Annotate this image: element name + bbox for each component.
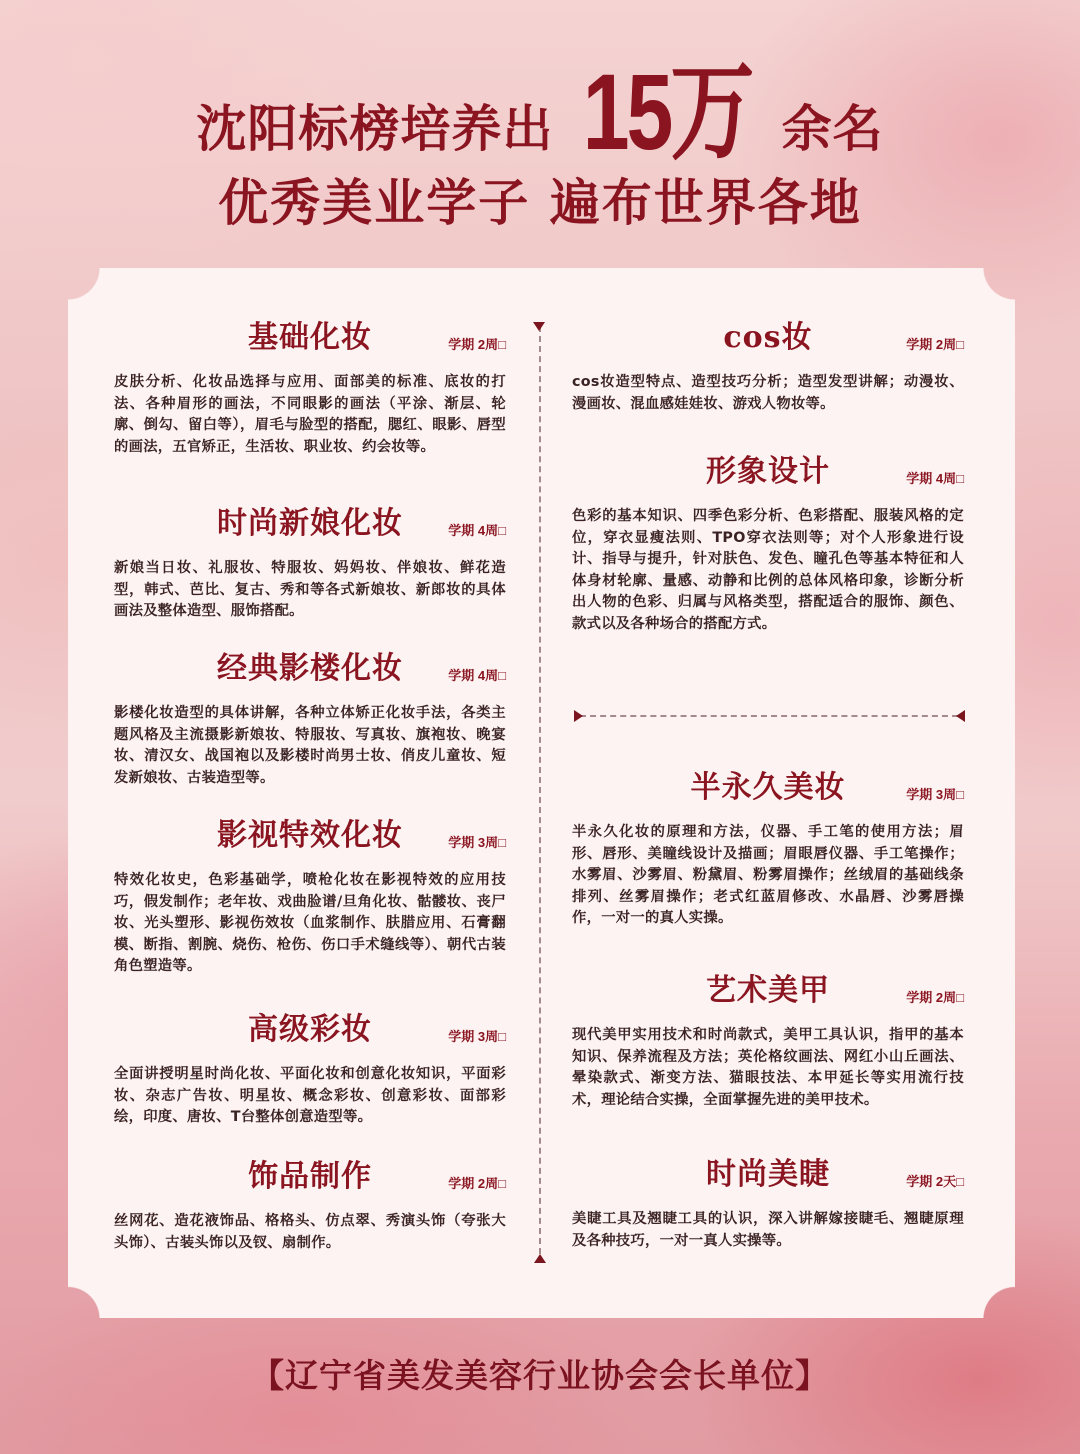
course-sfx-makeup [114,816,506,978]
course-title: 时尚美睫 [706,1157,830,1192]
course-term: 学期 4周□ [448,523,506,538]
course-description: 新娘当日妆、礼服妆、特服妆、妈妈妆、伴娘妆、鲜花造型，韩式、芭比、复古、秀和等各式新娘妆、新郎妆的具体画法及整体造型、服饰搭配。 [114,560,506,619]
course-title: 半永久美妆 [690,770,846,805]
triangle-right-icon [574,710,583,722]
course-cos-makeup [572,318,964,415]
course-description: cos妆造型特点、造型技巧分析；造型发型讲解；动漫妆、漫画妆、混血感娃娃妆、游戏人物妆等。 [572,374,964,412]
course-description: 现代美甲实用技术和时尚款式，美甲工具认识，指甲的基本知识、保养流程及方法；英伦格纹画法、网红小山丘画法、晕染款式、渐变方法、猫眼技法、本甲延长等实用流行技术，理论结合实操，全面掌握先进的美甲技术。 [572,1027,964,1108]
course-title: 艺术美甲 [706,973,830,1008]
course-description: 美睫工具及翘睫工具的认识，深入讲解嫁接睫毛、翘睫原理及各种技巧，一对一真人实操等。 [572,1211,964,1249]
course-title: 高级彩妆 [248,1012,372,1047]
course-description: 丝网花、造花液饰品、格格头、仿点翠、秀演头饰（夸张大头饰）、古装头饰以及钗、扇制作。 [114,1213,506,1251]
footer-association: 【辽宁省美发美容行业协会会长单位】 [251,1356,829,1395]
course-description: 色彩的基本知识、四季色彩分析、色彩搭配、服装风格的定位，穿衣显瘦法则、TPO穿衣法则等；对个人形象进行设计、指导与提升，针对肤色、发色、瞳孔色等基本特征和人体身材轮廓、量感、动静和比例的总体风格印象，诊断分析出人物的色彩、归属与风格类型，搭配适合的服饰、颜色、款式以及各种场合的搭配方式。 [572,508,964,632]
triangle-down-icon [533,322,545,331]
course-description: 皮肤分析、化妆品选择与应用、面部美的标准、底妆的打法、各种眉形的画法，不同眼影的画法（平涂、渐层、轮廓、倒勾、留白等），眉毛与脸型的搭配，腮红、眼影、唇型的画法，五官矫正，生活妆、职业妆、约会妆等。 [114,374,506,455]
course-nail-art [572,971,964,1111]
course-description: 特效化妆史，色彩基础学，喷枪化妆在影视特效的应用技巧，假发制作；老年妆、戏曲脸谱/旦角化妆、骷髅妆、丧尸妆、光头塑形、影视伤效妆（血浆制作、肤腊应用、石膏翻模、断指、割腕、烧伤、枪伤、伤口手术缝线等）、朝代古装角色塑造等。 [114,872,506,974]
headline-number: 15万 [583,50,752,172]
course-title: 饰品制作 [248,1159,372,1194]
triangle-left-icon [956,710,965,722]
headline-prefix: 沈阳标榜培养出 [196,99,554,158]
course-term: 学期 2周□ [448,1176,506,1191]
course-title: 经典影楼化妆 [217,651,403,686]
course-title: cos妆 [723,320,813,355]
course-term: 学期 2周□ [906,337,964,352]
course-semi-permanent [572,768,964,930]
vertical-divider [539,326,542,1254]
course-term: 学期 2天□ [906,1174,964,1189]
course-description: 半永久化妆的原理和方法，仪器、手工笔的使用方法；眉形、唇形、美瞳线设计及描画；眉眼唇仪器、手工笔操作；水雾眉、沙雾眉、粉黛眉、粉雾眉操作；丝绒眉的基础线条排列、丝雾眉操作；老式红蓝眉修改、水晶唇、沙雾唇操作，一对一的真人实操。 [572,824,964,926]
course-term: 学期 2周□ [906,990,964,1005]
headline-line-1 [0,50,1080,172]
headline [0,50,1080,232]
course-title: 形象设计 [706,454,830,489]
course-term: 学期 3周□ [906,787,964,802]
course-advanced-makeup [114,1010,506,1129]
course-description: 影楼化妆造型的具体讲解，各种立体矫正化妆手法，各类主题风格及主流摄影新娘妆、特服妆、写真妆、旗袍妆、晚宴妆、清汉女、战国袍以及影楼时尚男士妆、俏皮儿童妆、短发新娘妆、古装造型等。 [114,705,506,786]
course-title: 基础化妆 [248,320,372,355]
course-basic-makeup [114,318,506,458]
triangle-up-icon [534,1254,546,1263]
course-term: 学期 2周□ [448,337,506,352]
course-image-design [572,452,964,635]
headline-suffix: 余名 [781,99,884,158]
horizontal-divider [580,715,958,717]
course-term: 学期 3周□ [448,835,506,850]
headline-line-2: 优秀美业学子 遍布世界各地 [218,173,862,232]
course-title: 时尚新娘化妆 [217,506,403,541]
course-accessory-making [114,1157,506,1254]
course-bridal-makeup [114,504,506,623]
course-term: 学期 3周□ [448,1029,506,1044]
course-title: 影视特效化妆 [217,818,403,853]
course-eyelash [572,1155,964,1252]
course-description: 全面讲授明星时尚化妆、平面化妆和创意化妆知识，平面彩妆、杂志广告妆、明星妆、概念彩妆、创意彩妆、面部彩绘，印度、唐妆、T台整体创意造型等。 [114,1066,506,1125]
course-term: 学期 4周□ [448,668,506,683]
course-term: 学期 4周□ [906,471,964,486]
course-studio-makeup [114,649,506,789]
